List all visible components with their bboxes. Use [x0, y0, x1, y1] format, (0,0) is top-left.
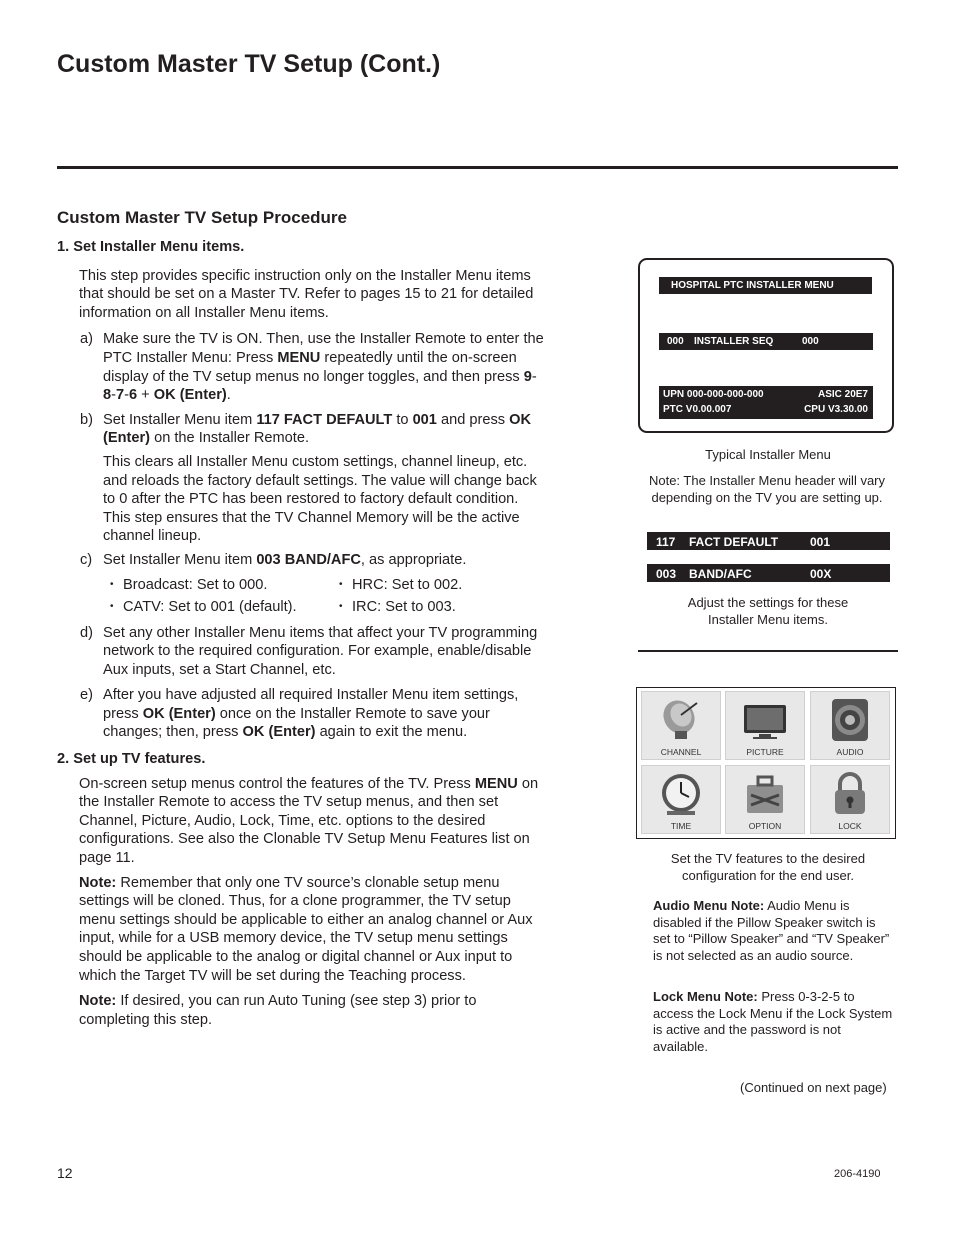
menu-item: 003 BAND/AFC [256, 551, 361, 568]
key: 6 [129, 387, 138, 404]
padlock-icon [826, 771, 874, 817]
continued-note: (Continued on next page) [740, 1080, 887, 1095]
text: once on the Installer Remote to save your changes; then, press [103, 705, 490, 741]
fact-default-row [647, 532, 890, 550]
item-label: e) [80, 687, 93, 704]
text: If desired, you can run Auto Tuning (see step 3) prior to completing this step. [79, 993, 477, 1028]
text: Press 0-3-2-5 to access the Lock Menu if the Lock System is active and the password is not available. [653, 989, 893, 1054]
item-label: c) [80, 551, 93, 568]
installer-seq-row [659, 333, 873, 350]
installer-menu-note: Note: The Installer Menu header will vary depending on the TV you are setting up. [648, 473, 886, 505]
menu-key: MENU [277, 349, 321, 366]
speaker-icon [826, 697, 874, 743]
clock-icon [657, 771, 705, 817]
step2-note-2 [79, 992, 547, 1029]
seq-label: INSTALLER SEQ [694, 336, 774, 347]
tile-picture [725, 691, 805, 760]
page-title: Custom Master TV Setup (Cont.) [57, 50, 441, 78]
band-afc-row [647, 564, 890, 582]
step1-item-d [57, 624, 547, 680]
key: OK (Enter) [242, 724, 316, 741]
band-option: CATV: Set to 001 (default). [123, 598, 297, 615]
upn-readout: UPN 000-000-000-000 [663, 389, 764, 400]
text: Audio Menu is disabled if the Pillow Speaker switch is set to “Pillow Speaker” and “TV Speaker” is not selected as an audio source. [653, 898, 890, 963]
note-label: Note: [79, 874, 117, 891]
tile-label: TIME [670, 821, 692, 831]
step1-item-c [57, 551, 547, 570]
key: 8 [103, 387, 112, 404]
text: Make sure the TV is ON. Then, use the Installer Remote to enter the PTC Installer Menu: Press [103, 331, 544, 366]
header-divider [57, 166, 898, 169]
text: - [531, 368, 537, 385]
tile-label: PICTURE [746, 747, 784, 757]
step2-note-1 [79, 874, 547, 986]
text: and press [436, 411, 510, 428]
item-number: 117 [656, 535, 676, 549]
step1-intro: This step provides specific instruction only on the Installer Menu items that should be set on a Master TV. Refer to pages 15 to 21 for detailed information on all Installer Menu items. [79, 267, 534, 321]
step2-intro [79, 775, 547, 868]
adjust-caption-line2: Installer Menu items. [708, 612, 828, 627]
tile-channel [641, 691, 721, 760]
item-label: FACT DEFAULT [689, 535, 779, 549]
installer-menu-caption: Typical Installer Menu [705, 447, 831, 462]
text: Set Installer Menu item [103, 411, 257, 428]
band-option: HRC: Set to 002. [352, 576, 463, 593]
installer-menu-screen [638, 258, 894, 433]
step1-item-b-detail: This clears all Installer Menu custom settings, channel lineup, etc. and reloads the factory default settings. The value will change back to 0 after the PTC has been restored to factory default condition. This step ensures that the TV Channel Memory will be the active channel lineup. [103, 453, 537, 545]
audio-menu-note [653, 898, 893, 964]
text: Remember that only one TV source’s clonable setup menu settings will be cloned. Thus, for a clone programmer, the TV setup menu settings should be applicable to either an analog channel or Aux input, while for a USB memory device, the TV setup menu settings should be applicable to the analog or digital channel or Aux input to which the Target TV will be set during the Teaching process. [79, 874, 533, 984]
key: OK (Enter) [153, 387, 227, 404]
tile-option [725, 765, 805, 834]
installer-version-panel [659, 386, 873, 419]
tile-time [641, 765, 721, 834]
tile-audio [810, 691, 890, 760]
text: . [226, 387, 231, 404]
text: After you have adjusted all required Installer Menu item settings, press [103, 687, 519, 722]
key: OK (Enter) [142, 705, 216, 722]
procedure-heading: Custom Master TV Setup Procedure [57, 208, 348, 227]
key: 9 [523, 368, 532, 385]
item-value: 001 [810, 535, 831, 549]
text: on the Installer Remote. [150, 430, 310, 447]
text: Set any other Installer Menu items that affect your TV programming network to the required configuration. For example, enable/disable Aux inputs, set a Start Channel, etc. [103, 624, 538, 678]
step1-item-e [57, 686, 547, 742]
bullet: • [339, 578, 343, 590]
text: + [137, 387, 154, 404]
item-number: 003 [656, 567, 677, 581]
page-number: 12 [57, 1165, 73, 1181]
step1-item-b [57, 411, 547, 448]
satellite-dish-icon [657, 697, 705, 743]
item-label: BAND/AFC [689, 567, 752, 581]
value: 001 [412, 411, 437, 428]
step2-heading: 2. Set up TV features. [57, 751, 206, 768]
toolbox-icon [741, 771, 789, 817]
tile-label: OPTION [748, 821, 782, 831]
right-column-divider [638, 650, 898, 652]
seq-value: 000 [802, 336, 819, 347]
features-caption: Set the TV features to the desired configuration for the end user. [670, 851, 866, 883]
band-option: Broadcast: Set to 000. [123, 576, 268, 593]
note-label: Audio Menu Note: [653, 898, 765, 913]
lock-menu-note [653, 989, 893, 1055]
text: - [124, 387, 129, 404]
item-label: d) [80, 624, 93, 641]
text: on the Installer Remote to access the TV setup menus, and then set Channel, Picture, Audio, Lock, Time, etc. options to the desired configurations. See also the Clonable TV Setup Menu Features list on page 11. [79, 775, 539, 867]
seq-number: 000 [667, 336, 684, 347]
installer-menu-header: HOSPITAL PTC INSTALLER MENU [659, 277, 872, 294]
step1-heading: 1. Set Installer Menu items. [57, 239, 245, 255]
key: 7 [116, 387, 125, 404]
key: OK (Enter) [103, 411, 532, 447]
text: repeatedly until the on-screen display of the TV setup menus no longer toggles, and then press [103, 349, 524, 385]
text: Set Installer Menu item [103, 551, 257, 568]
bullet: • [339, 600, 343, 612]
item-value: 00X [810, 567, 832, 581]
document-number: 206-4190 [834, 1168, 881, 1180]
tv-features-menu [636, 687, 896, 839]
tile-label: CHANNEL [660, 747, 702, 757]
ptc-readout: PTC V0.00.007 [663, 404, 732, 415]
step1-item-a [57, 330, 547, 404]
tile-label: LOCK [838, 821, 862, 831]
text: , as appropriate. [360, 551, 467, 568]
item-label: a) [80, 331, 93, 348]
adjust-caption-line1: Adjust the settings for these [687, 595, 849, 610]
cpu-readout: CPU V3.30.00 [804, 404, 868, 415]
band-option: IRC: Set to 003. [352, 598, 456, 615]
bullet: • [110, 600, 114, 612]
procedure-body [57, 238, 547, 1029]
text: On-screen setup menus control the features of the TV. Press [79, 775, 475, 792]
band-options [57, 576, 547, 620]
tile-label: AUDIO [836, 747, 864, 757]
menu-key: MENU [474, 775, 518, 792]
asic-readout: ASIC 20E7 [817, 389, 868, 400]
note-label: Note: [79, 993, 117, 1010]
tile-lock [810, 765, 890, 834]
text: again to exit the menu. [315, 724, 468, 741]
television-icon [741, 697, 789, 743]
text: to [392, 411, 413, 428]
item-label: b) [80, 411, 93, 428]
menu-item: 117 FACT DEFAULT [256, 411, 393, 428]
note-label: Lock Menu Note: [653, 989, 758, 1004]
bullet: • [110, 578, 114, 590]
text: - [111, 387, 116, 404]
